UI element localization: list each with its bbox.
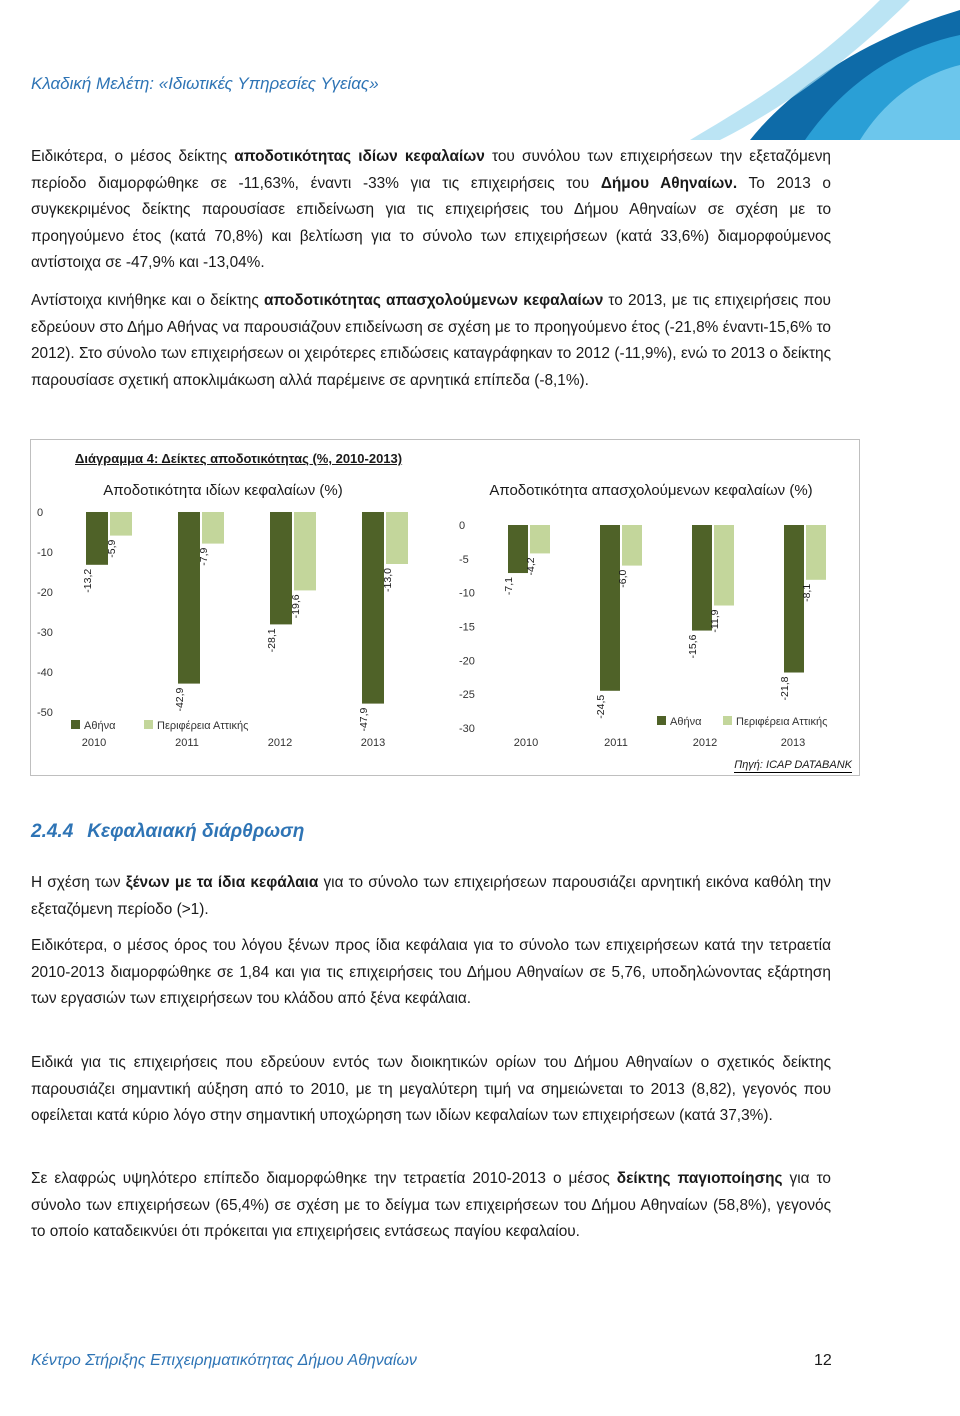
section-heading — [31, 821, 318, 843]
chart-2-xtick: 2012 — [692, 737, 718, 749]
chart-2-legend-label: Περιφέρεια Αττικής — [736, 716, 828, 728]
chart-2-data-label: -7,1 — [503, 577, 515, 596]
chart-2-bar-athens-2011 — [600, 525, 620, 691]
chart-1-ytick: -40 — [37, 667, 53, 679]
chart-1-data-label: -42,9 — [174, 687, 186, 712]
chart-2-bar-attica-2012 — [714, 525, 734, 606]
chart-1-legend-swatch — [71, 720, 80, 729]
paragraph-fixed-assets: Σε ελαφρώς υψηλότερο επίπεδο διαμορφώθηκε την τετραετία 2010-2013 ο μέσος δείκτης παγιοποίησης για το σύνολο των επιχειρήσεων (65,4%) σε σχέση με το δείγμα των επιχειρήσεων του Δήμου Αθηναίων (58,8%), γεγονός το οποίο καταδεικνύει ότι πρόκειται για επιχειρήσεις εντάσεως παγίου κεφαλαίου. — [31, 1170, 831, 1240]
chart-1-xtick: 2013 — [360, 737, 386, 749]
chart-2-ytick: -30 — [459, 723, 475, 735]
section-title: Κεφαλαιακή διάρθρωση — [87, 821, 305, 842]
chart-1-ytick: -50 — [37, 707, 53, 719]
chart-2-ytick: -10 — [459, 587, 475, 600]
chart-1-bar-athens-2010 — [86, 512, 108, 565]
chart-2-bar-attica-2011 — [622, 525, 642, 566]
decorative-wave-logo — [630, 0, 960, 140]
chart-1-xtick: 2011 — [175, 737, 199, 749]
chart-2-legend-swatch — [657, 716, 666, 725]
paragraph-athens-debt: Ειδικά για τις επιχειρήσεις που εδρεύουν εντός των διοικητικών ορίων του Δήμου Αθηναίων ο σχετικός δείκτης παρουσιάζει σημαντική αύξηση από το 2010, με τη μεγαλύτερη τιμή να σημειώνεται το 2013 (8,82), γεγονός που οφείλεται κατά κύριο λόγο στην σημαντική υποχώρηση των ιδίων κεφαλαίων των επιχειρήσεων (κατά 37,3%). — [31, 1054, 831, 1124]
chart-1-bar-attica-2010 — [110, 512, 132, 536]
profitability-charts — [31, 470, 859, 755]
chart-2-legend-swatch — [723, 716, 732, 725]
section-number: 2.4.4 — [31, 821, 74, 842]
chart-1-xtick: 2010 — [81, 737, 107, 749]
chart-1-title: Αποδοτικότητα ιδίων κεφαλαίων (%) — [103, 482, 343, 499]
chart-1-ytick: -10 — [37, 547, 53, 559]
chart-1-bar-athens-2013 — [362, 512, 384, 704]
chart-2-ytick: 0 — [459, 520, 466, 532]
chart-1-data-label: -19,6 — [290, 594, 302, 619]
chart-1-bar-attica-2013 — [386, 512, 408, 564]
chart-2-data-label: -8,1 — [801, 583, 813, 602]
chart-2-ytick: -15 — [459, 621, 475, 634]
chart-1-legend-label: Αθήνα — [84, 720, 116, 732]
chart-2-data-label: -4,2 — [525, 557, 537, 576]
chart-1-data-label: -13,2 — [82, 568, 94, 593]
chart-2-ytick: -20 — [459, 655, 475, 668]
chart-1-legend-label: Περιφέρεια Αττικής — [157, 720, 249, 732]
chart-2-data-label: -21,8 — [779, 676, 791, 701]
chart-1-data-label: -7,9 — [198, 547, 210, 566]
chart-2-legend-label: Αθήνα — [670, 716, 702, 728]
chart-2-bar-attica-2013 — [806, 525, 826, 580]
chart-1-data-label: -13,0 — [382, 568, 394, 592]
chart-1-bar-athens-2011 — [178, 512, 200, 684]
chart-2-data-label: -15,6 — [687, 634, 699, 659]
chart-1-data-label: -5,9 — [106, 539, 118, 558]
chart-2-title: Αποδοτικότητα απασχολούμενων κεφαλαίων (%) — [489, 482, 813, 499]
chart-1-data-label: -47,9 — [358, 707, 370, 732]
running-header-title: Κλαδική Μελέτη: «Ιδιωτικές Υπηρεσίες Υγείας» — [31, 74, 379, 93]
chart-1-xtick: 2012 — [267, 737, 293, 749]
chart-2-xtick: 2013 — [780, 737, 806, 749]
paragraph-leverage: Η σχέση των ξένων με τα ίδια κεφάλαια για το σύνολο των επιχειρήσεων παρουσιάζει αρνητική εικόνα καθόλη την εξεταζόμενη περίοδο (>1). — [31, 874, 831, 918]
chart-1-bar-attica-2012 — [294, 512, 316, 590]
chart-1-bar-attica-2011 — [202, 512, 224, 544]
chart-2-data-label: -24,5 — [595, 694, 607, 719]
footer-organization: Κέντρο Στήριξης Επιχειρηματικότητας Δήμου Αθηναίων — [31, 1352, 417, 1369]
chart-2-ytick: -5 — [459, 553, 469, 566]
chart-2-xtick: 2010 — [513, 737, 539, 749]
chart-main-title: Διάγραμμα 4: Δείκτες αποδοτικότητας (%, 2010-2013) — [75, 451, 403, 466]
chart-2-bar-attica-2010 — [530, 525, 550, 553]
chart-2-data-label: -11,9 — [709, 609, 721, 633]
chart-1-data-label: -28,1 — [266, 628, 278, 653]
chart-1-legend-swatch — [144, 720, 153, 729]
chart-1-ytick: 0 — [37, 507, 44, 519]
chart-2-xtick: 2011 — [604, 737, 628, 749]
chart-source-note: Πηγή: ICAP DATABANK — [734, 759, 852, 771]
chart-2-ytick: -25 — [459, 689, 475, 702]
chart-2-data-label: -6,0 — [617, 569, 629, 588]
chart-1-ytick: -30 — [37, 627, 53, 639]
chart-1-bar-athens-2012 — [270, 512, 292, 624]
chart-1-ytick: -20 — [37, 587, 53, 599]
page-number: 12 — [814, 1352, 832, 1369]
paragraph-roe: Ειδικότερα, ο μέσος δείκτης αποδοτικότητας ιδίων κεφαλαίων του συνόλου των επιχειρήσεων την εξεταζόμενη περίοδο διαμορφώθηκε σε -11,63%, έναντι -33% για τις επιχειρήσεις του Δήμου Αθηναίων. Το 2013 ο συγκεκριμένος δείκτης παρουσίασε επιδείνωση για τις επιχειρήσεις του Δήμου Αθηναίων σε σχέση με το προηγούμενο έτος (κατά 70,8%) και βελτίωση για το σύνολο των επιχειρήσεων (κατά 33,6%) διαμορφούμενος αντίστοιχα σε -47,9% και -13,04%. — [31, 148, 831, 271]
paragraph-debt-equity: Ειδικότερα, ο μέσος όρος του λόγου ξένων προς ίδια κεφάλαια για το σύνολο των επιχειρήσεων κατά την τετραετία 2010-2013 διαμορφώθηκε σε 1,84 και για τις επιχειρήσεις του Δήμου Αθηναίων σε 5,76, υποδηλώνοντας εξάρτηση των εργασιών των επιχειρήσεων του κλάδου από ξένα κεφάλαια. — [31, 937, 831, 1007]
paragraph-roce: Αντίστοιχα κινήθηκε και ο δείκτης αποδοτικότητας απασχολούμενων κεφαλαίων το 2013, με τις επιχειρήσεις που εδρεύουν στο Δήμο Αθήνας να παρουσιάζουν επιδείνωση σε σχέση με το προηγούμενο έτος (-21,8% έναντι-15,6% το 2012). Στο σύνολο των επιχειρήσεων οι χειρότερες επιδώσεις καταγράφηκαν το 2012 (-11,9%), ενώ το 2013 ο δείκτης παρουσίασε σχετική αποκλιμάκωση αλλά παρέμεινε σε αρνητικά επίπεδα (-8,1%). — [31, 292, 831, 389]
